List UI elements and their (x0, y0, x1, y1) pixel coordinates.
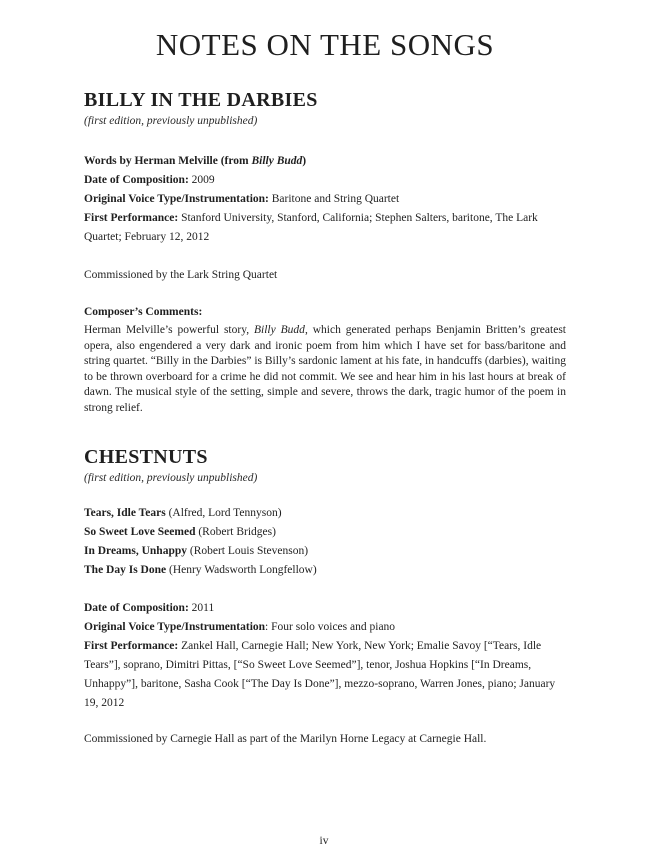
work-title: Billy Budd (254, 324, 305, 336)
song-title: So Sweet Love Seemed (84, 526, 196, 538)
comments-text: , which generated perhaps Benjamin Britten’s greatest opera, also engendered a very dark and ironic poem from him which I have set for bass/baritone and string quartet. “Billy in the Darbies” is Billy’s sardonic lament at his fate, in handcuffs (darbies), waiting to be thrown overboard for a crime he did not commit. We see and hear him in his last hours at break of dawn. The musical style of the setting, simple and severe, throws the dark, tragic humor of the poem in strong relief. (84, 324, 566, 414)
field-label: Original Voice Type/Instrumentation: (84, 193, 269, 205)
comments-text: Herman Melville’s powerful story, (84, 324, 255, 336)
first-performance-line (84, 209, 566, 247)
first-performance-line (84, 637, 566, 713)
date-of-composition-line (84, 599, 566, 618)
section-heading-billy: BILLY IN THE DARBIES (84, 89, 318, 111)
field-label: First Performance: (84, 212, 179, 224)
words-by-tail: ) (302, 155, 307, 167)
edition-note-billy: (first edition, previously unpublished) (84, 115, 258, 127)
voice-type-line (84, 190, 566, 209)
commission-note-billy: Commissioned by the Lark String Quartet (84, 269, 278, 281)
song-title: In Dreams, Unhappy (84, 545, 187, 557)
composer-comments-label: Composer’s Comments: (84, 306, 203, 318)
field-value: : Four solo voices and piano (265, 621, 396, 633)
song-poet: (Robert Louis Stevenson) (187, 545, 309, 557)
song-item (84, 561, 566, 580)
song-title: Tears, Idle Tears (84, 507, 166, 519)
song-item (84, 523, 566, 542)
section-heading-chestnuts: CHESTNUTS (84, 446, 208, 468)
field-label: First Performance: (84, 640, 179, 652)
work-title: Billy Budd (251, 155, 303, 167)
words-by-line (84, 152, 566, 171)
song-poet: (Alfred, Lord Tennyson) (165, 507, 282, 519)
song-list (84, 504, 566, 580)
metadata-billy (84, 152, 566, 247)
field-value: 2011 (188, 602, 215, 614)
composer-comments-paragraph (84, 323, 566, 416)
metadata-chestnuts (84, 599, 566, 713)
edition-note-chestnuts: (first edition, previously unpublished) (84, 472, 258, 484)
field-value: Baritone and String Quartet (268, 193, 400, 205)
song-poet: (Henry Wadsworth Longfellow) (166, 564, 317, 576)
song-title: The Day Is Done (84, 564, 167, 576)
voice-type-line (84, 618, 566, 637)
date-of-composition-line (84, 171, 566, 190)
words-by-lead: Words by Herman Melville (from (84, 155, 252, 167)
field-value: Stanford University, Stanford, California; Stephen Salters, baritone, The Lark Quartet; February 12, 2012 (84, 212, 538, 243)
field-label: Original Voice Type/Instrumentation (84, 621, 266, 633)
song-item (84, 504, 566, 523)
song-poet: (Robert Bridges) (195, 526, 276, 538)
commission-note-chestnuts: Commissioned by Carnegie Hall as part of the Marilyn Horne Legacy at Carnegie Hall. (84, 733, 487, 745)
field-value: 2009 (188, 174, 215, 186)
page-title: NOTES ON THE SONGS (155, 27, 495, 62)
field-label: Date of Composition: (84, 174, 189, 186)
field-label: Date of Composition: (84, 602, 189, 614)
page-number: iv (319, 835, 329, 847)
song-item (84, 542, 566, 561)
field-value: Zankel Hall, Carnegie Hall; New York, New York; Emalie Savoy [“Tears, Idle Tears”], soprano, Dimitri Pittas, [“So Sweet Love Seemed”], tenor, Joshua Hopkins [“In Dreams, Unhappy”], baritone, Sasha Cook [“The Day Is Done”], mezzo-soprano, Warren Jones, piano; January 19, 2012 (84, 640, 556, 709)
